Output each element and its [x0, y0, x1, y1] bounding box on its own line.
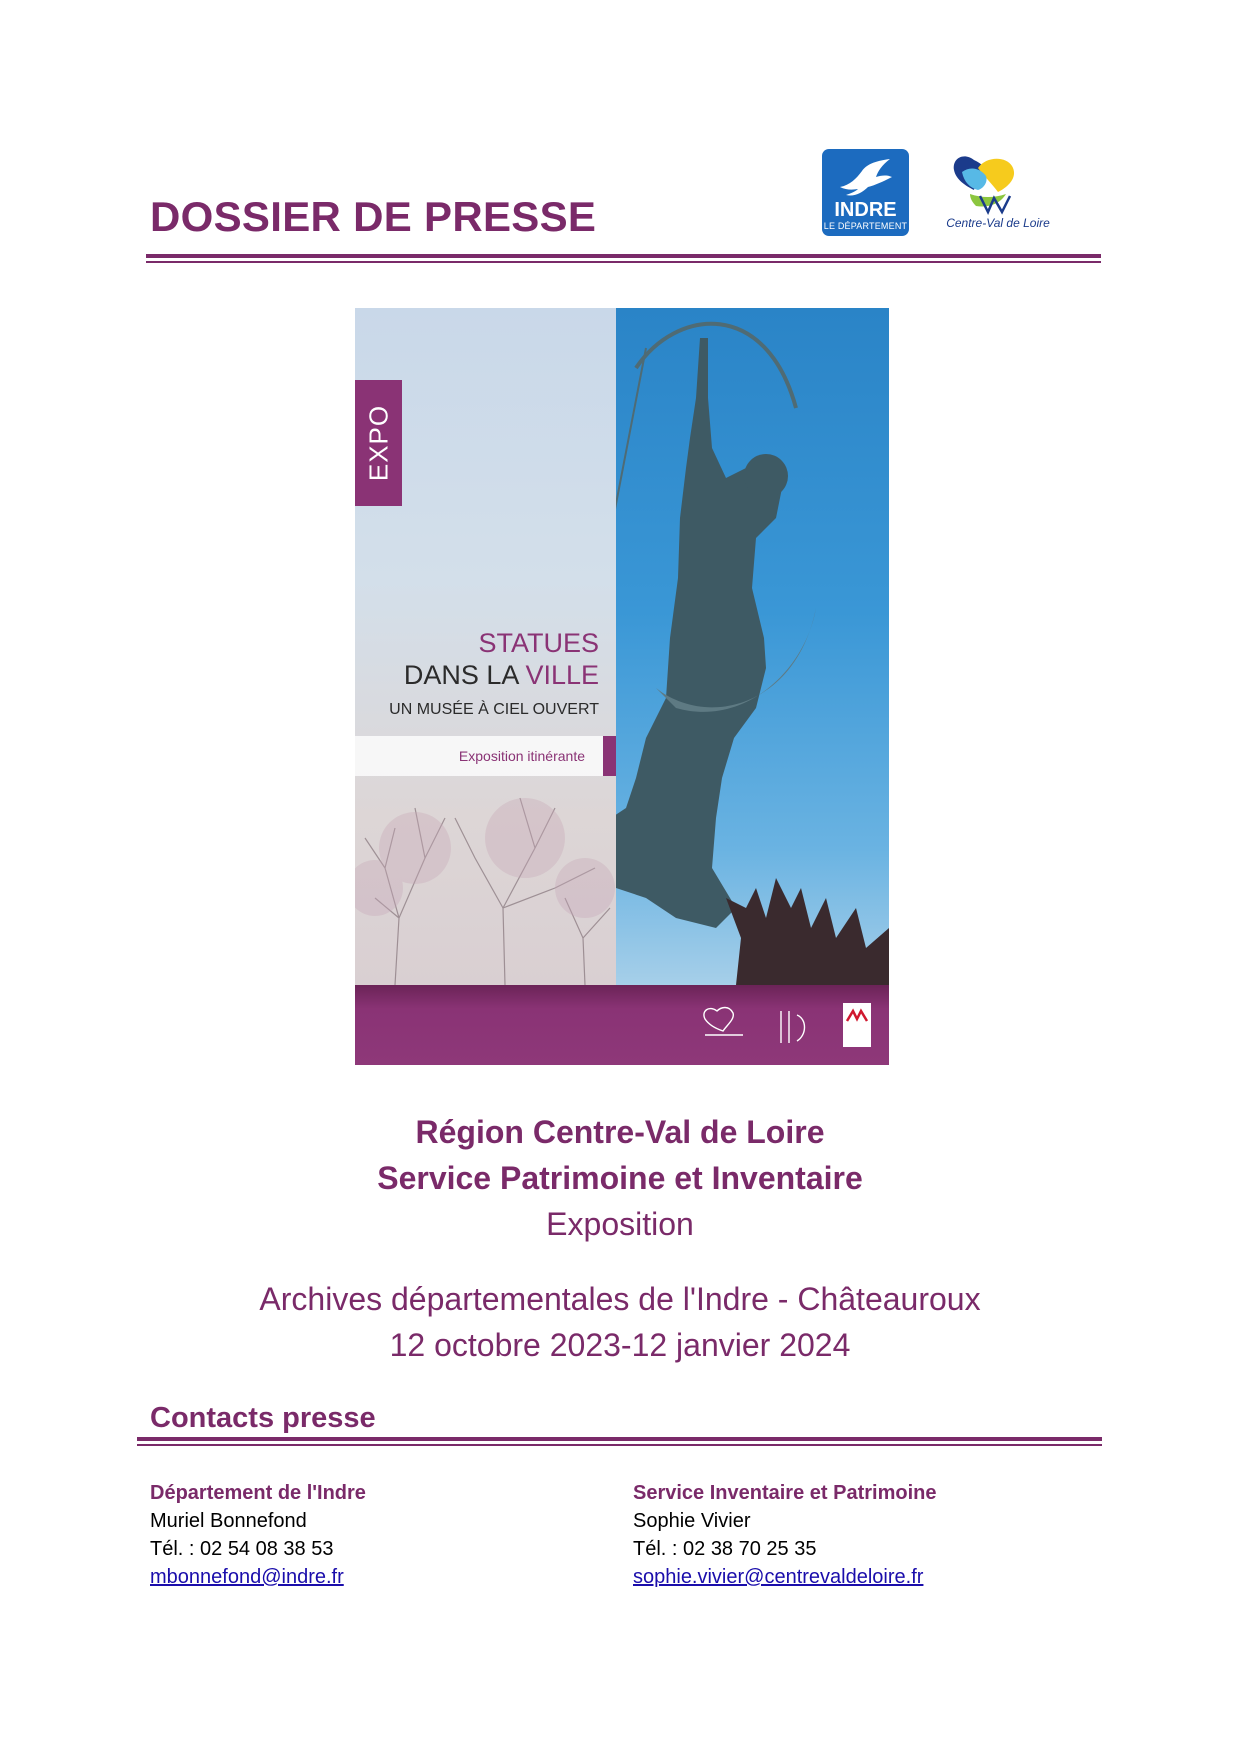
poster-title-ville: VILLE [525, 660, 599, 690]
contact-left-email-link[interactable]: mbonnefond@indre.fr [150, 1566, 344, 1588]
poster-partner-logos [355, 985, 889, 1065]
poster-band [355, 736, 603, 776]
region-logo-name: Centre-Val de Loire [946, 216, 1050, 230]
intro-service: Service Patrimoine et Inventaire [377, 1160, 863, 1196]
statue-illustration [616, 308, 889, 985]
poster-band-label: Exposition itinérante [458, 748, 585, 764]
exhibition-poster [355, 308, 889, 1065]
contacts-heading: Contacts presse [150, 1402, 376, 1434]
heart-icon [940, 150, 1056, 216]
contact-left-org: Département de l'Indre [150, 1482, 366, 1504]
intro-exposition: Exposition [546, 1206, 694, 1242]
contact-right-phone: Tél. : 02 38 70 25 35 [633, 1538, 817, 1560]
region-logo [940, 150, 1056, 236]
indre-logo-subtitle: LE DÉPARTEMENT [823, 221, 908, 231]
poster-title-line1: STATUES [478, 628, 599, 658]
venue-place: Archives départementales de l'Indre - Châteauroux [259, 1281, 981, 1317]
contact-right-name: Sophie Vivier [633, 1510, 751, 1532]
indre-logo [822, 149, 909, 236]
contacts-divider [137, 1437, 1102, 1446]
contact-left-name: Muriel Bonnefond [150, 1510, 307, 1532]
poster-subtitle: UN MUSÉE À CIEL OUVERT [389, 701, 599, 718]
dove-icon [836, 157, 894, 199]
contact-right-email-link[interactable]: sophie.vivier@centrevaldeloire.fr [633, 1566, 924, 1588]
expo-tab [355, 380, 402, 506]
contact-left [150, 1479, 366, 1591]
contact-right-org: Service Inventaire et Patrimoine [633, 1482, 937, 1504]
expo-tab-label: EXPO [363, 404, 393, 482]
poster-title-dans-la: DANS LA [403, 660, 518, 690]
contact-right [633, 1479, 936, 1591]
poster-title-line2 [404, 660, 599, 691]
poster-band-bar [603, 736, 616, 776]
header-divider [146, 254, 1101, 263]
contact-left-phone: Tél. : 02 54 08 38 53 [150, 1538, 334, 1560]
indre-logo-name: INDRE [834, 199, 897, 221]
trees-illustration [355, 768, 616, 985]
intro-region: Région Centre-Val de Loire [415, 1114, 825, 1150]
venue-dates: 12 octobre 2023-12 janvier 2024 [389, 1327, 851, 1363]
page-title: DOSSIER DE PRESSE [150, 193, 597, 240]
